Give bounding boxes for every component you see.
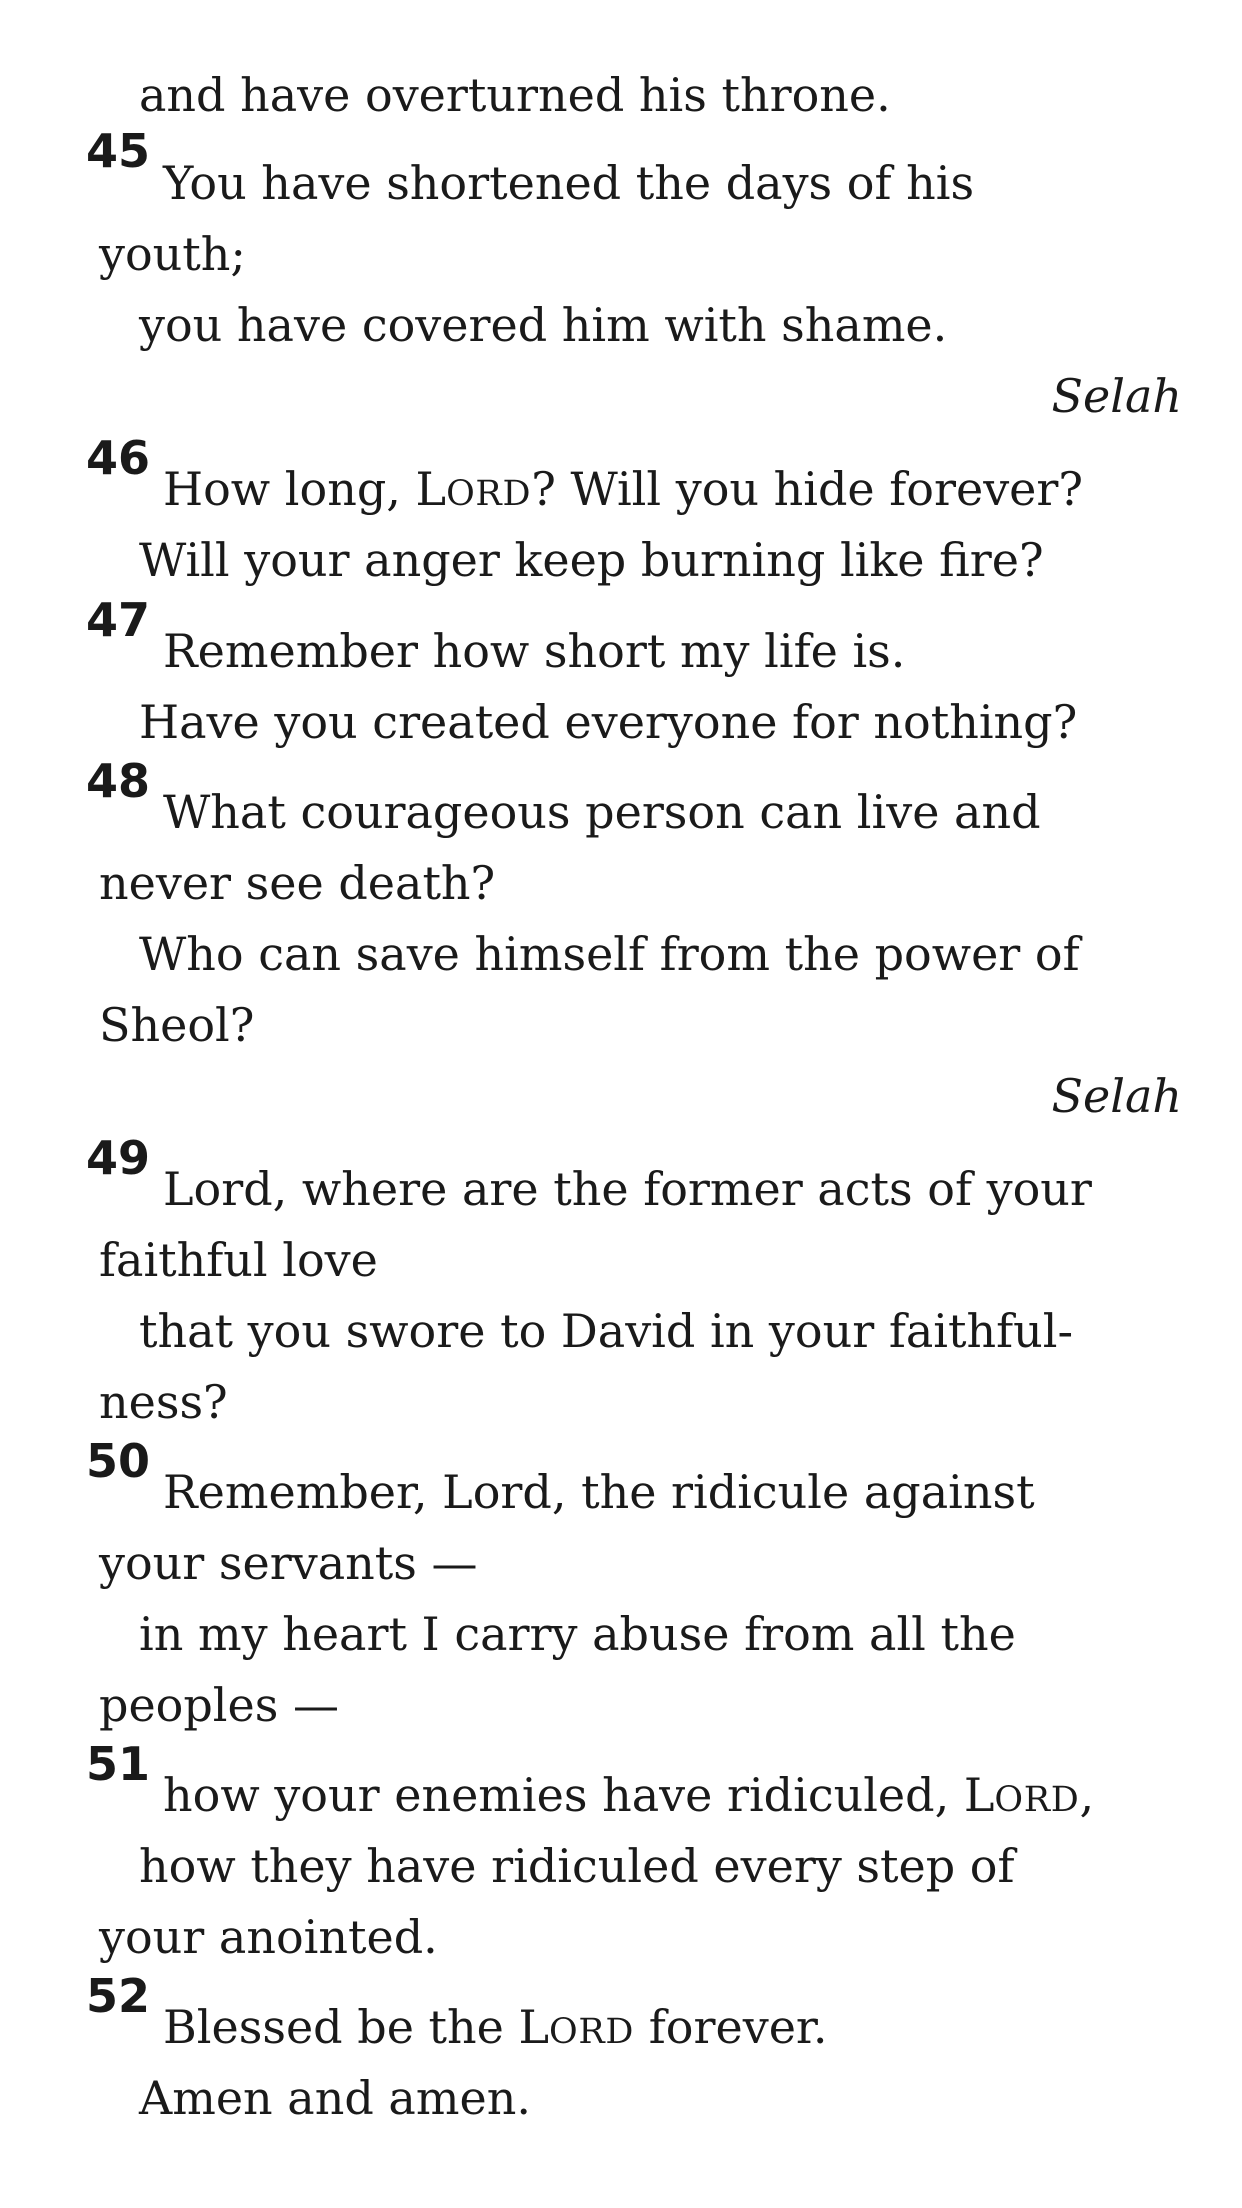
lord-small-caps: ORD xyxy=(994,1780,1080,1820)
verse-48-line-3: Who can save himself from the power of xyxy=(139,927,1080,981)
verse-number-49: 49 xyxy=(86,1131,151,1185)
verse-47-line-1: Remember how short my life is. xyxy=(163,624,906,678)
verse-45-line-1: You have shortened the days of his xyxy=(163,156,975,210)
verse-50-line-1: Remember, Lord, the ridicule against xyxy=(163,1465,1035,1519)
verse-45-line-2: youth; xyxy=(99,227,246,281)
verse-45-line-3: you have covered him with shame. xyxy=(139,298,948,352)
lord-small-caps: ORD xyxy=(549,2012,635,2052)
verse-51-line-3: your anointed. xyxy=(99,1910,438,1964)
verse-52-line-2: Amen and amen. xyxy=(139,2071,531,2125)
verse-51-line-2: how they have ridiculed every step of xyxy=(139,1839,1015,1893)
verse-number-52: 52 xyxy=(86,1969,151,2023)
verse-44-continuation: and have overturned his throne. xyxy=(139,68,891,122)
verse-number-48: 48 xyxy=(86,754,151,808)
verse-number-51: 51 xyxy=(86,1737,151,1791)
verse-46-line-1 xyxy=(163,462,1084,516)
selah-2: Selah xyxy=(1051,1069,1182,1123)
verse-52-text-a: Blessed be the L xyxy=(163,2000,550,2054)
verse-49-line-2: faithful love xyxy=(99,1233,378,1287)
verse-number-46: 46 xyxy=(86,431,151,485)
verse-48-line-2: never see death? xyxy=(99,856,496,910)
verse-number-45: 45 xyxy=(86,124,151,178)
lord-small-caps: ORD xyxy=(446,474,532,514)
verse-49-line-1: Lord, where are the former acts of your xyxy=(163,1162,1092,1216)
verse-48-line-4: Sheol? xyxy=(99,998,255,1052)
verse-52-line-1 xyxy=(163,2000,828,2054)
verse-46-text-a: How long, L xyxy=(163,462,447,516)
verse-48-line-1: What courageous person can live and xyxy=(163,785,1041,839)
verse-49-line-4: ness? xyxy=(99,1375,228,1429)
verse-51-text-c: , xyxy=(1079,1768,1095,1822)
verse-47-line-2: Have you created everyone for nothing? xyxy=(139,695,1078,749)
verse-50-line-2: your servants — xyxy=(99,1536,478,1590)
verse-51-line-1 xyxy=(163,1768,1095,1822)
verse-50-line-3: in my heart I carry abuse from all the xyxy=(139,1607,1016,1661)
verse-52-text-c: forever. xyxy=(634,2000,828,2054)
verse-46-line-2: Will your anger keep burning like fire? xyxy=(139,533,1044,587)
verse-50-line-4: peoples — xyxy=(99,1678,339,1732)
verse-number-47: 47 xyxy=(86,593,151,647)
verse-49-line-3: that you swore to David in your faithful- xyxy=(139,1304,1074,1358)
verse-46-text-c: ? Will you hide forever? xyxy=(531,462,1084,516)
verse-number-50: 50 xyxy=(86,1434,151,1488)
selah-1: Selah xyxy=(1051,369,1182,423)
verse-51-text-a: how your enemies have ridiculed, L xyxy=(163,1768,995,1822)
